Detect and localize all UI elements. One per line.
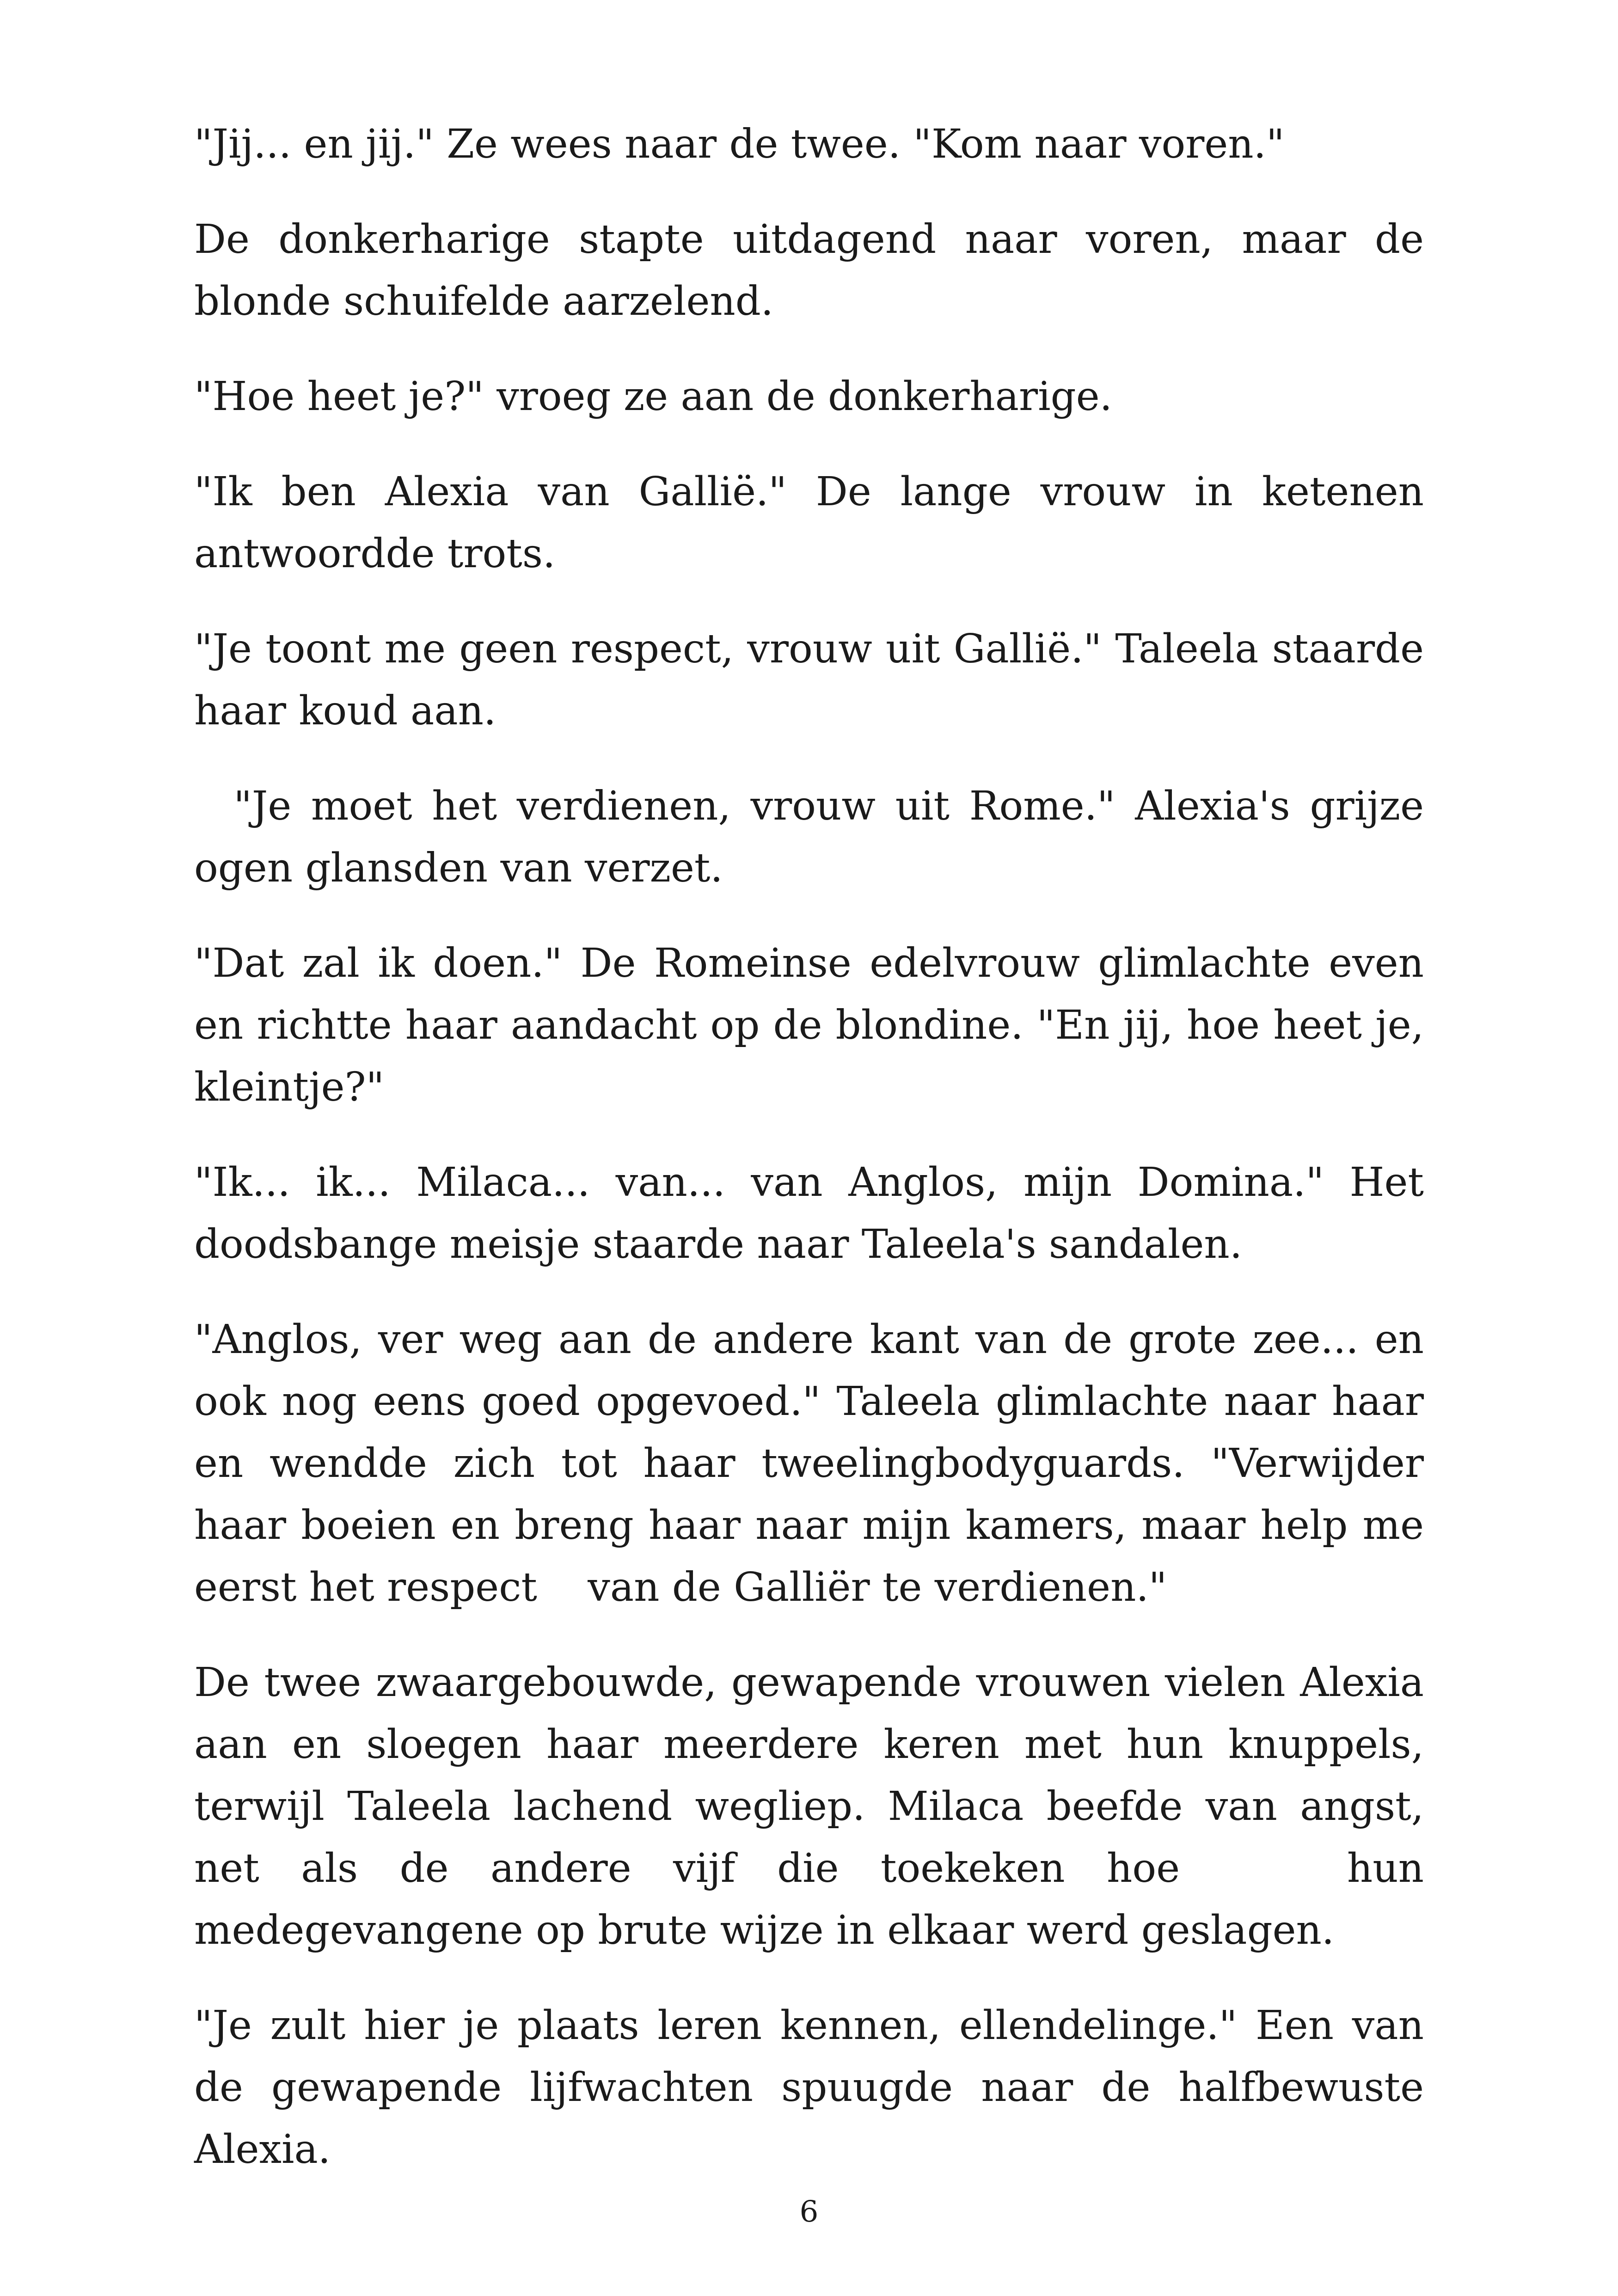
paragraph-8: "Ik... ik... Milaca... van... van Anglos, mijn Domina." Het doodsbange meisje staarde naar Taleela's sandalen. — [194, 1159, 1437, 1267]
page-body — [194, 113, 1437, 2180]
paragraph-2: De donkerharige stapte uitdagend naar voren, maar de blonde schuifelde aarzelend. — [194, 216, 1437, 325]
paragraph-5: "Je toont me geen respect, vrouw uit Gallië." Taleela staarde haar koud aan. — [194, 626, 1437, 734]
paragraph-11: "Je zult hier je plaats leren kennen, ellendelinge." Een van de gewapende lijfwachten spuugde naar de halfbewuste Alexia. — [194, 2002, 1437, 2173]
paragraph-1: "Jij... en jij." Ze wees naar de twee. "Kom naar voren." — [194, 121, 1285, 167]
paragraph-6: "Je moet het verdienen, vrouw uit Rome." Alexia's grijze ogen glansden van verzet. — [194, 783, 1437, 891]
paragraph-9: "Anglos, ver weg aan de andere kant van de grote zee... en ook nog eens goed opgevoed." Taleela glimlachte naar haar en wendde zich tot haar tweelingbodyguards. "Verwijder haar boeien en breng haar naar mijn kamers, maar help me eerst het respect van de Galliër te verdienen." — [194, 1316, 1437, 1610]
paragraph-7: "Dat zal ik doen." De Romeinse edelvrouw glimlachte even en richtte haar aandacht op de blondine. "En jij, hoe heet je, kleintje?" — [194, 940, 1437, 1110]
paragraph-3: "Hoe heet je?" vroeg ze aan de donkerharige. — [194, 373, 1112, 420]
paragraph-4: "Ik ben Alexia van Gallië." De lange vrouw in ketenen antwoordde trots. — [194, 469, 1437, 577]
paragraph-10: De twee zwaargebouwde, gewapende vrouwen vielen Alexia aan en sloegen haar meerdere keren met hun knuppels, terwijl Taleela lachend wegliep. Milaca beefde van angst, net als de andere vijf die toekeken hoe hun medegevangene op brute wijze in elkaar werd geslagen. — [194, 1659, 1437, 1953]
page-number: 6 — [799, 2195, 819, 2229]
